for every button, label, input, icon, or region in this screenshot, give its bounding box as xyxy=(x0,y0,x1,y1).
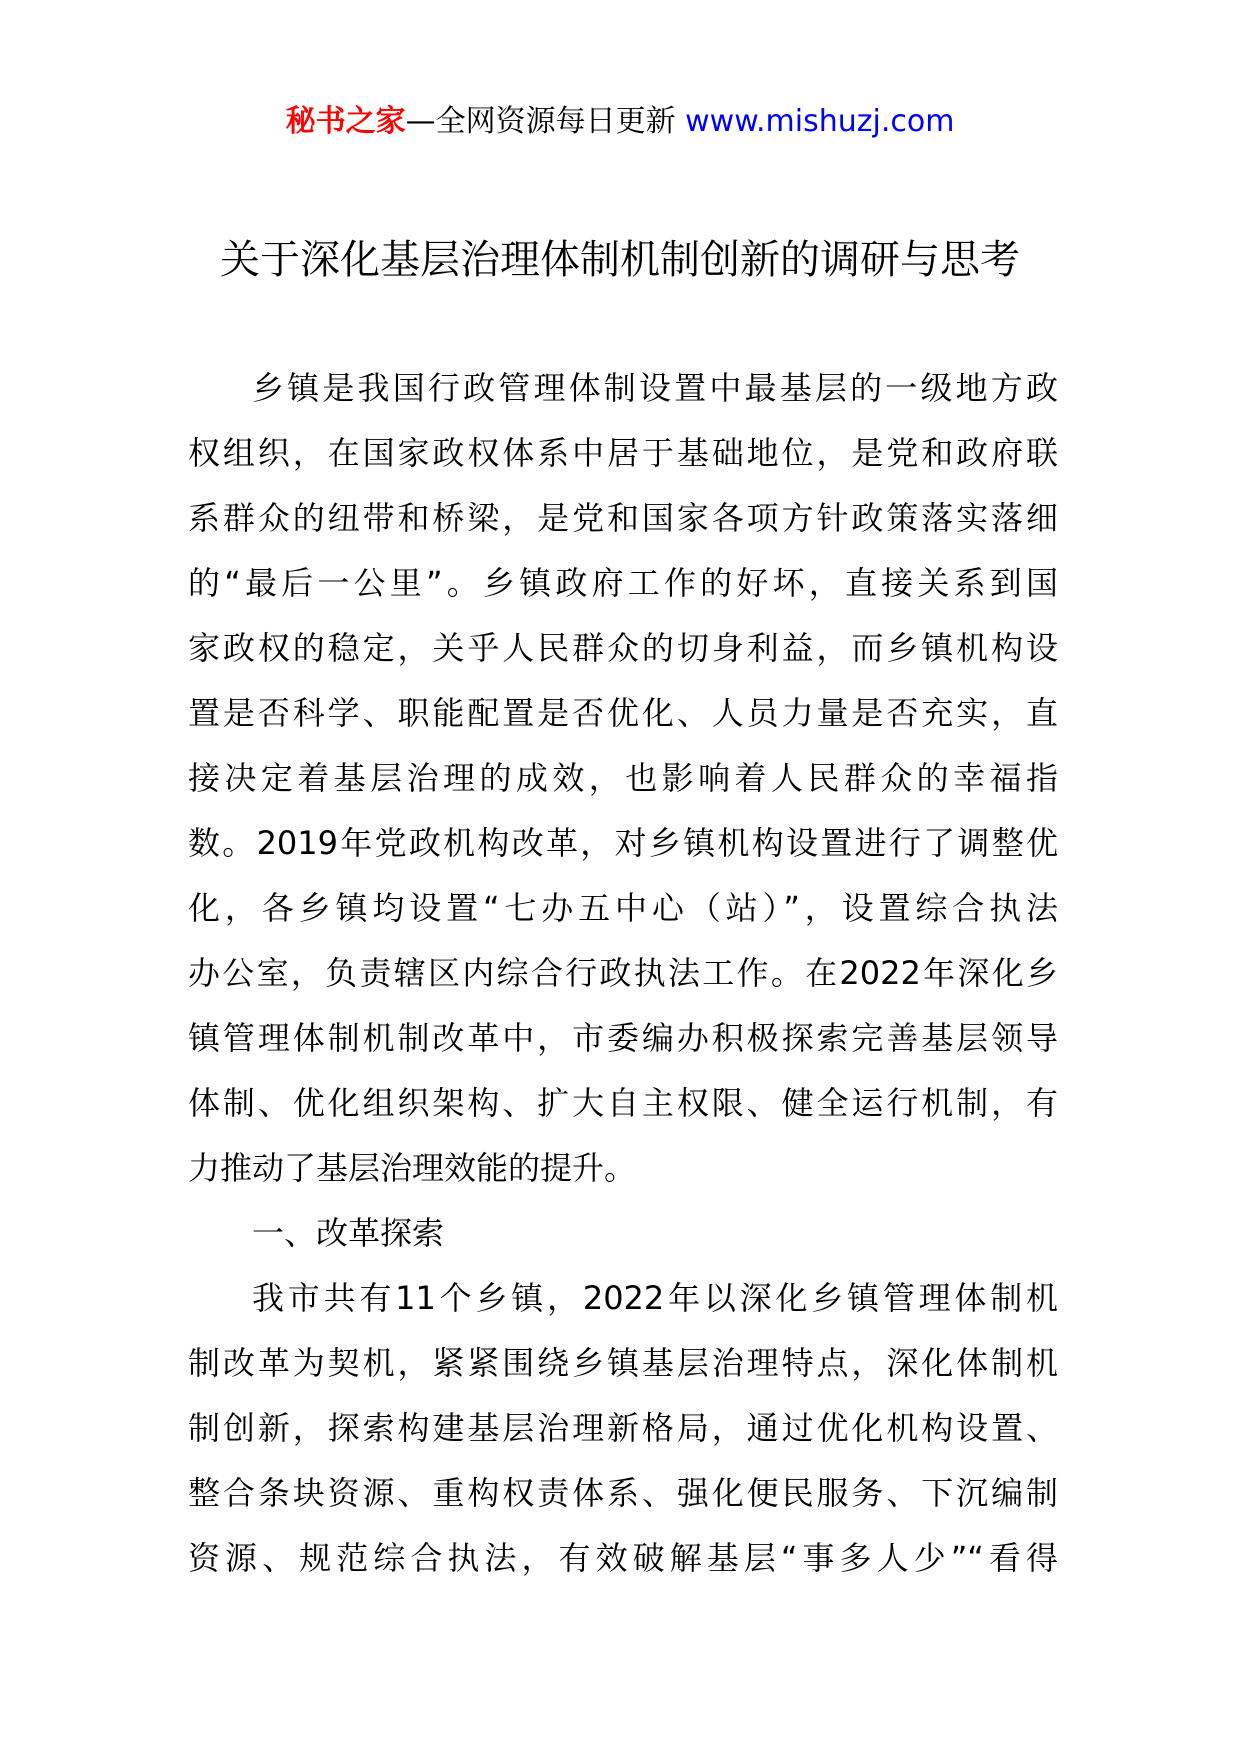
document-body xyxy=(188,356,1058,1591)
text-line: 整合条块资源、重构权责体系、强化便民服务、下沉编制 xyxy=(188,1474,1058,1512)
text-line: 接决定着基层治理的成效，也影响着人民群众的幸福指 xyxy=(188,759,1058,797)
text-line: 系群众的纽带和桥梁，是党和国家各项方针政策落实落细 xyxy=(188,499,1058,537)
text-line: 的“最后一公里”。乡镇政府工作的好坏，直接关系到国 xyxy=(188,564,1058,602)
slogan: —全网资源每日更新 xyxy=(405,104,676,139)
text-line: 权组织，在国家政权体系中居于基础地位，是党和政府联 xyxy=(188,434,1058,472)
text-line: 制改革为契机，紧紧围绕乡镇基层治理特点，深化体制机 xyxy=(188,1344,1058,1382)
brand-name: 秘书之家 xyxy=(285,104,406,139)
text-line: 数。2019年党政机构改革，对乡镇机构设置进行了调整优 xyxy=(188,824,1058,862)
text-line: 镇管理体制机制改革中，市委编办积极探索完善基层领导 xyxy=(188,1019,1058,1057)
text-line: 家政权的稳定，关乎人民群众的切身利益，而乡镇机构设 xyxy=(188,629,1058,667)
watermark-header xyxy=(0,100,1240,144)
text-line: 力推动了基层治理效能的提升。 xyxy=(188,1149,637,1187)
section-heading: 一、改革探索 xyxy=(252,1214,445,1252)
text-line: 制创新，探索构建基层治理新格局，通过优化机构设置、 xyxy=(188,1409,1058,1447)
text-line: 办公室，负责辖区内综合行政执法工作。在2022年深化乡 xyxy=(188,954,1058,992)
text-line: 资源、规范综合执法，有效破解基层“事多人少”“看得 xyxy=(188,1539,1058,1577)
text-line: 体制、优化组织架构、扩大自主权限、健全运行机制，有 xyxy=(188,1084,1058,1122)
text-line: 我市共有11个乡镇，2022年以深化乡镇管理体制机 xyxy=(252,1279,1058,1317)
site-url[interactable]: www.mishuzj.com xyxy=(685,104,955,139)
text-line: 化，各乡镇均设置“七办五中心（站）”，设置综合执法 xyxy=(188,889,1058,927)
text-line: 置是否科学、职能配置是否优化、人员力量是否充实，直 xyxy=(188,694,1058,732)
text-line: 乡镇是我国行政管理体制设置中最基层的一级地方政 xyxy=(252,369,1058,407)
document-title: 关于深化基层治理体制机制创新的调研与思考 xyxy=(220,237,1020,283)
